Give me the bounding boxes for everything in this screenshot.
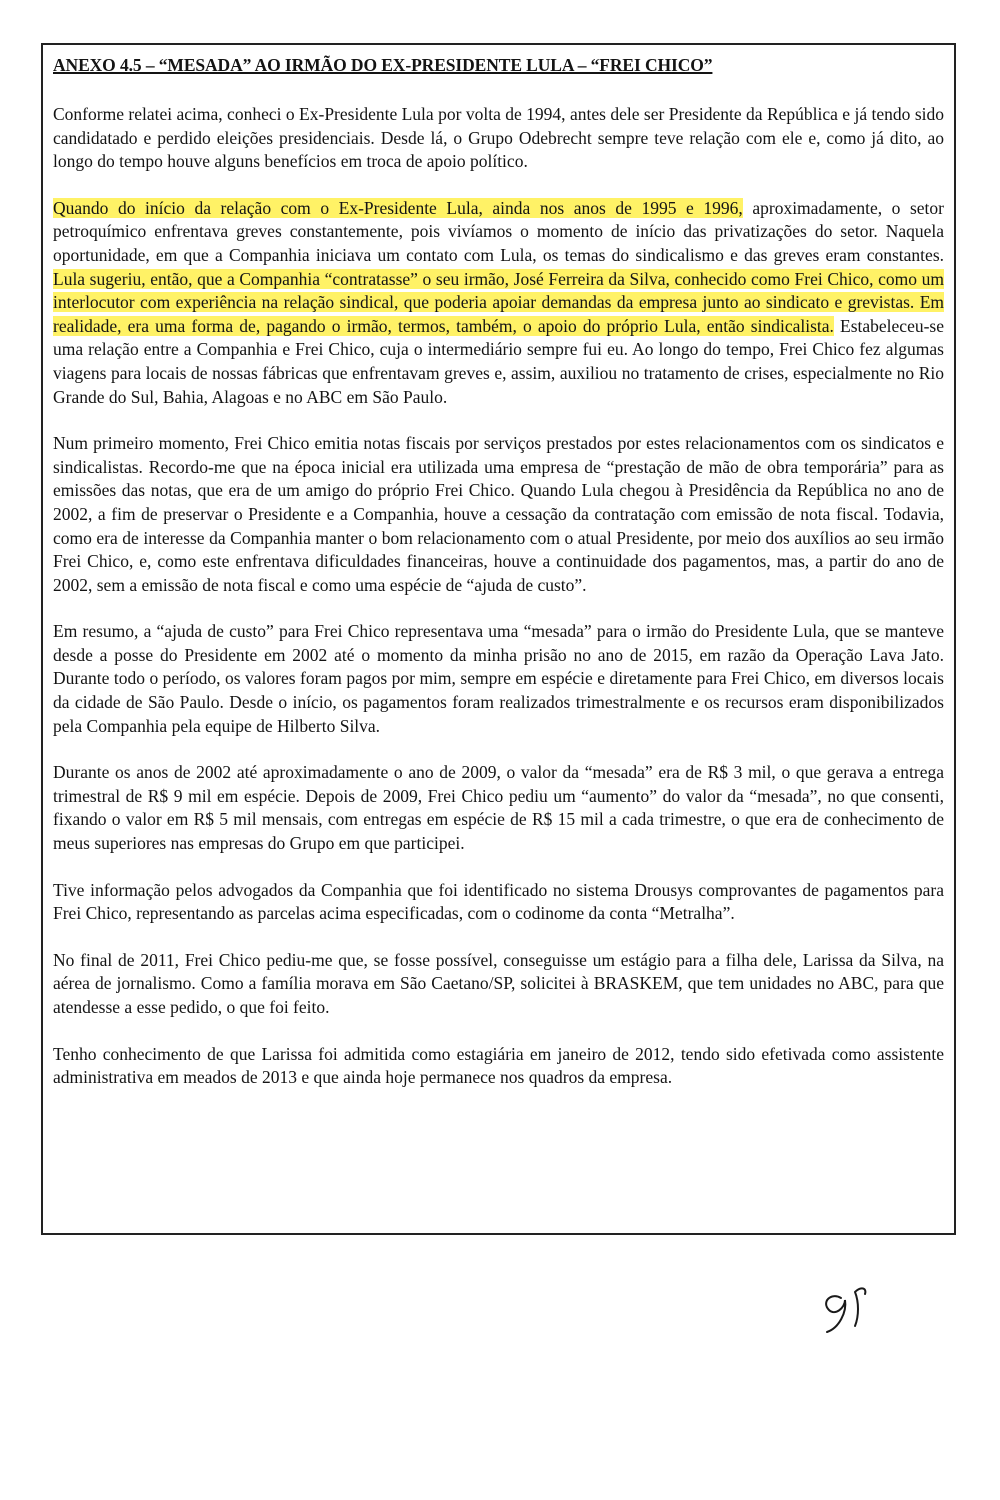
document-frame (41, 43, 956, 1235)
paragraph-7 (53, 949, 944, 1020)
handwritten-initials (815, 1278, 875, 1338)
paragraph-1-text: Conforme relatei acima, conheci o Ex-Presidente Lula por volta de 1994, antes dele ser Presidente da República e já tendo sido candidatado e perdido eleições presidenciais. Desde lá, o Grupo Odebrecht sempre teve relação com ele e, como já dito, ao longo do tempo houve alguns benefícios em troca de apoio político. (53, 104, 944, 172)
paragraph-2-closing-text: Estabeleceu-se uma relação entre a Companhia e Frei Chico, cuja o intermediário sempre fui eu. Ao longo do tempo, Frei Chico fez algumas viagens para locais de nossas fábricas que enfrentavam greves e, assim, auxiliou no tratamento de crises, especialmente no Rio Grande do Sul, Bahia, Alagoas e no ABC em São Paulo. (53, 315, 944, 407)
paragraph-3-text: Num primeiro momento, Frei Chico emitia notas fiscais por serviços prestados por estes relacionamentos com os sindicatos e sindicalistas. Recordo-me que na época inicial era utilizada uma empresa de “prestação de mão de obra temporária” para as emissões das notas, que era de um amigo do próprio Frei Chico. Quando Lula chegou à Presidência da República no ano de 2002, a fim de preservar o Presidente e a Companhia, houve a cessação da contratação com emissão de nota fiscal. Todavia, como era de interesse da Companhia manter o bom relacionamento com o atual Presidente, por meio dos auxílios ao seu irmão Frei Chico, e, como este enfrentava dificuldades financeiras, houve a continuidade dos pagamentos, mas, a partir do ano de 2002, sem a emissão de nota fiscal e como uma espécie de “ajuda de custo”. (53, 433, 944, 595)
paragraph-8-text: Tenho conhecimento de que Larissa foi admitida como estagiária em janeiro de 2012, tendo sido efetivada como assistente administrativa em meados de 2013 e que ainda hoje permanece nos quadros da empresa. (53, 1043, 944, 1088)
paragraph-3 (53, 432, 944, 597)
annex-heading: ANEXO 4.5 – “MESADA” AO IRMÃO DO EX-PRESIDENTE LULA – “FREI CHICO” (53, 55, 713, 75)
paragraph-2-middle-text: aproximadamente, o setor petroquímico enfrentava greves constantemente, pois vivíamos o momento de início das privatizações do setor. Naquela oportunidade, em que a Companhia iniciava um contato com Lula, os temas do sindicalismo e das greves eram constantes. (53, 197, 944, 265)
paragraph-1 (53, 103, 944, 174)
paragraph-8 (53, 1043, 944, 1090)
paragraph-4 (53, 620, 944, 738)
paragraph-5-text: Durante os anos de 2002 até aproximadamente o ano de 2009, o valor da “mesada” era de R$ 3 mil, o que gerava a entrega trimestral de R$ 9 mil em espécie. Depois de 2009, Frei Chico pediu um “aumento” do valor da “mesada”, no que consenti, fixando o valor em R$ 5 mil mensais, com entregas em espécie de R$ 15 mil a cada trimestre, o que era de conhecimento de meus superiores nas empresas do Grupo em que participei. (53, 762, 944, 854)
paragraph-2 (53, 197, 944, 409)
paragraph-5 (53, 761, 944, 855)
paragraph-7-text: No final de 2011, Frei Chico pediu-me que, se fosse possível, conseguisse um estágio para a filha dele, Larissa da Silva, na aérea de jornalismo. Como a família morava em São Caetano/SP, solicitei à BRASKEM, que tem unidades no ABC, para que atendesse a esse pedido, o que foi feito. (53, 949, 944, 1017)
paragraph-6-text: Tive informação pelos advogados da Companhia que foi identificado no sistema Drousys comprovantes de pagamentos para Frei Chico, representando as parcelas acima especificadas, com o codinome da conta “Metralha”. (53, 879, 944, 924)
highlighted-passage-2: Lula sugeriu, então, que a Companhia “contratasse” o seu irmão, José Ferreira da Silva, conhecido como Frei Chico, como um interlocutor com experiência na relação sindical, que poderia apoiar demandas da empresa junto ao sindicato e grevistas. Em realidade, era uma forma de, pagando o irmão, termos, também, o apoio do próprio Lula, então sindicalista. (53, 268, 944, 336)
paragraph-6 (53, 879, 944, 926)
paragraph-4-text: Em resumo, a “ajuda de custo” para Frei Chico representava uma “mesada” para o irmão do Presidente Lula, que se manteve desde a posse do Presidente em 2002 até o momento da minha prisão no ano de 2015, em razão da Operação Lava Jato. Durante todo o período, os valores foram pagos por mim, sempre em espécie e diretamente para Frei Chico, em diversos locais da cidade de São Paulo. Desde o início, os pagamentos foram realizados trimestralmente e os recursos eram disponibilizados pela Companhia pela equipe de Hilberto Silva. (53, 621, 944, 736)
highlighted-passage-1: Quando do início da relação com o Ex-Presidente Lula, ainda nos anos de 1995 e 1996, (53, 197, 743, 218)
